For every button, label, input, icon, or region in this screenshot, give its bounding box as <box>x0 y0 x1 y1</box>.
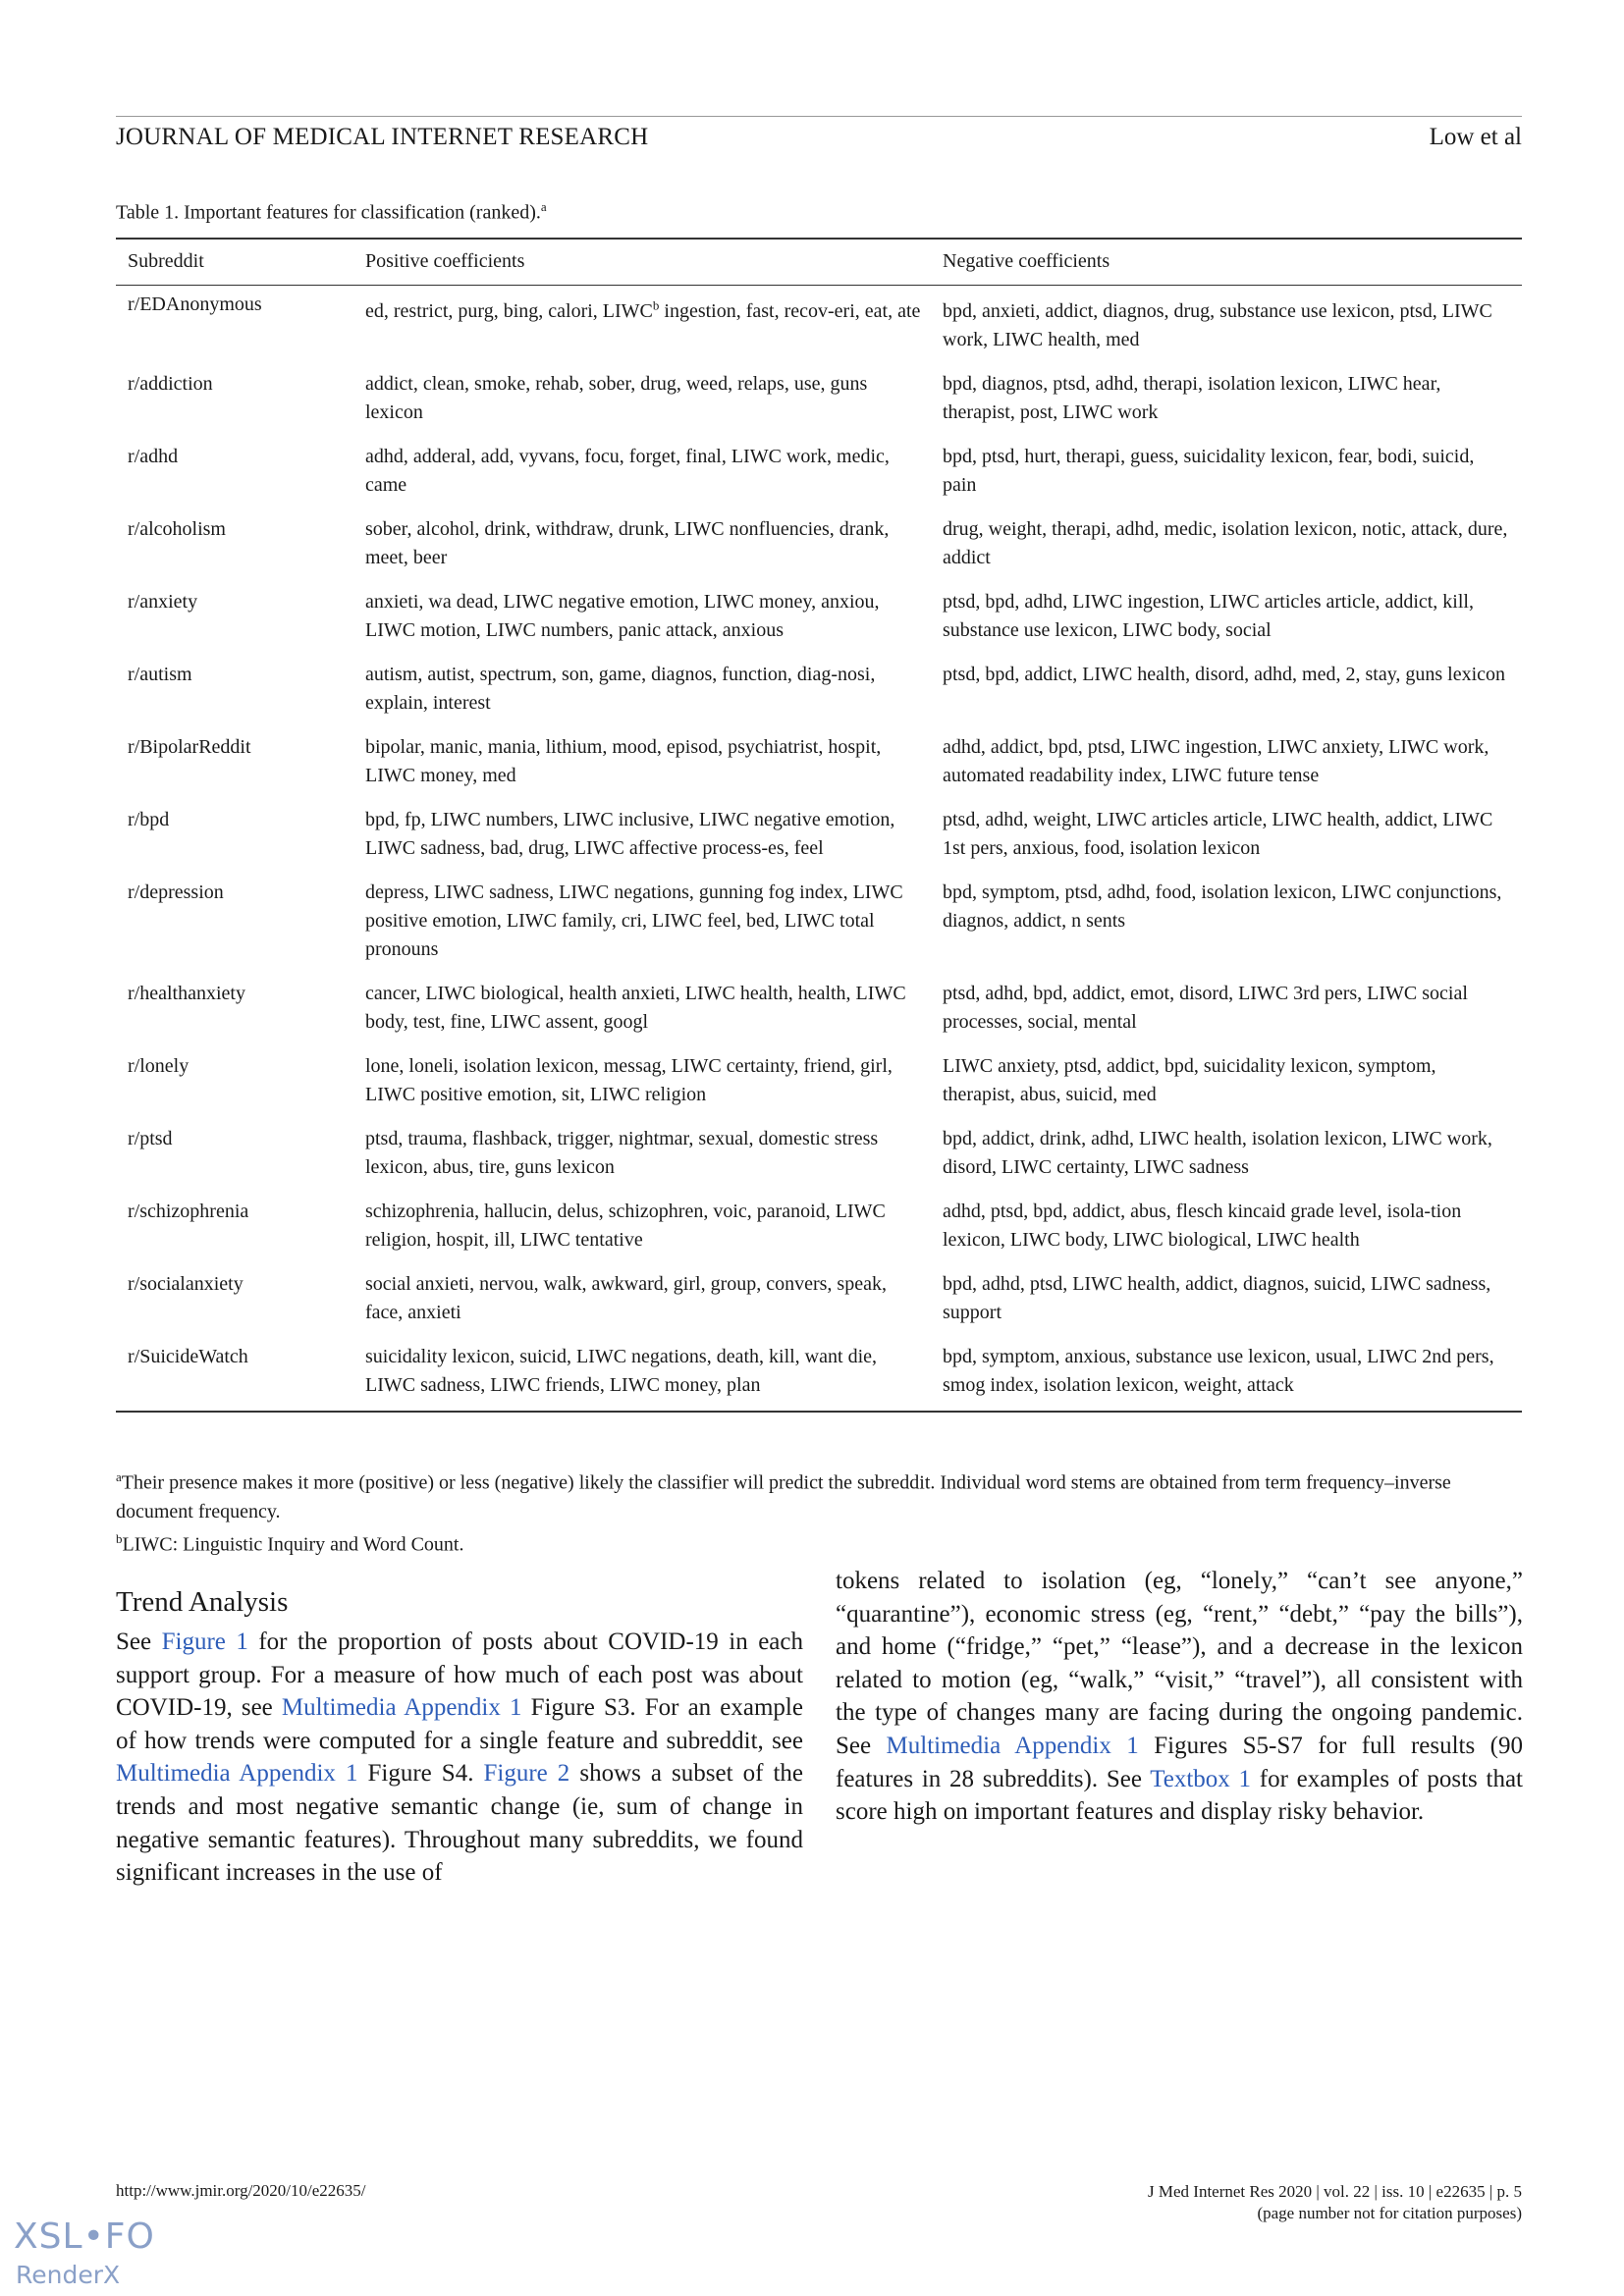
cell-positive: ptsd, trauma, flashback, trigger, nightmar, sexual, domestic stress lexicon, abus, tire, guns lexicon <box>365 1128 879 1178</box>
table-row <box>116 1338 1522 1412</box>
journal-title: JOURNAL OF MEDICAL INTERNET RESEARCH <box>116 124 649 150</box>
header-rule <box>116 116 1522 117</box>
cell-positive: schizophrenia, hallucin, delus, schizophren, voic, paranoid, LIWC religion, hospit, ill, LIWC tentative <box>365 1201 886 1251</box>
xslfo-logo: XSL•FO <box>14 2216 155 2257</box>
left-text-3: Figure S3. For an example of how trends were computed for a single feature and subreddit, see <box>116 1694 803 1754</box>
right-text-3: for examples of posts that score high on important features and display risky behavior. <box>836 1765 1523 1826</box>
cell-positive: depress, LIWC sadness, LIWC negations, gunning fog index, LIWC positive emotion, LIWC family, cri, LIWC feel, bed, LIWC total pronouns <box>365 881 903 960</box>
left-text-5: shows a subset of the trends and most negative semantic change (ie, sum of change in negative semantic features). Throughout many subreddits, we found significant increases in the use of <box>116 1760 803 1887</box>
cell-subreddit: r/BipolarReddit <box>128 736 251 758</box>
cell-subreddit: r/EDAnonymous <box>128 294 262 315</box>
footnote-a-marker: a <box>116 1469 122 1484</box>
cell-negative: bpd, anxieti, addict, diagnos, drug, substance use lexicon, ptsd, LIWC work, LIWC health, med <box>943 300 1492 350</box>
cell-positive: addict, clean, smoke, rehab, sober, drug, weed, relaps, use, guns lexicon <box>365 373 868 423</box>
table-row <box>116 728 1522 801</box>
footer-citation <box>1148 2181 1522 2224</box>
cell-negative: ptsd, bpd, adhd, LIWC ingestion, LIWC articles article, addict, kill, substance use lexicon, LIWC body, social <box>943 591 1474 641</box>
cell-positive <box>353 286 931 366</box>
features-table <box>116 238 1522 1413</box>
cell-subreddit: r/ptsd <box>128 1128 173 1149</box>
cell-negative: bpd, adhd, ptsd, LIWC health, addict, diagnos, suicid, LIWC sadness, support <box>943 1273 1491 1323</box>
table-caption-footnote-marker: a <box>540 199 547 214</box>
cell-positive-text: ed, restrict, purg, bing, calori, LIWC <box>365 300 653 322</box>
footnote-b-text: LIWC: Linguistic Inquiry and Word Count. <box>122 1533 464 1556</box>
link-multimedia-appendix-1[interactable]: Multimedia Appendix 1 <box>116 1760 358 1788</box>
table-row <box>116 874 1522 975</box>
table-caption <box>116 199 547 225</box>
footer-url[interactable]: http://www.jmir.org/2020/10/e22635/ <box>116 2181 366 2200</box>
right-column <box>836 1565 1523 1829</box>
table-caption-text: Table 1. Important features for classification (ranked). <box>116 201 541 224</box>
cell-positive: adhd, adderal, add, vyvans, focu, forget, final, LIWC work, medic, came <box>365 446 890 496</box>
renderx-logo: RenderX <box>16 2261 121 2289</box>
table-row <box>116 1047 1522 1120</box>
cell-negative: adhd, ptsd, bpd, addict, abus, flesch kincaid grade level, isola-tion lexicon, LIWC body, LIWC biological, LIWC health <box>943 1201 1462 1251</box>
table-row <box>116 1265 1522 1338</box>
table-row <box>116 365 1522 438</box>
table-row <box>116 656 1522 728</box>
cell-positive: lone, loneli, isolation lexicon, messag, LIWC certainty, friend, girl, LIWC positive emotion, sit, LIWC religion <box>365 1055 893 1105</box>
cell-positive: sober, alcohol, drink, withdraw, drunk, LIWC nonfluencies, drank, meet, beer <box>365 518 890 568</box>
table-row <box>116 583 1522 656</box>
table-row <box>116 975 1522 1047</box>
cell-subreddit: r/alcoholism <box>128 518 226 540</box>
left-paragraph <box>116 1626 803 1890</box>
cell-negative: ptsd, bpd, addict, LIWC health, disord, adhd, med, 2, stay, guns lexicon <box>943 664 1506 685</box>
right-text-1: tokens related to isolation (eg, “lonely,” “can’t see anyone,” “quarantine”), economic stress (eg, “rent,” “debt,” “pay the bills”), and home (“fridge,” “pet,” “lease”), and a decrease in the lexicon related to motion (eg, “walk,” “visit,” “travel”), all consistent with the type of changes many are facing during the ongoing pandemic. See <box>836 1568 1523 1759</box>
section-heading: Trend Analysis <box>116 1586 289 1618</box>
cell-subreddit: r/lonely <box>128 1055 189 1077</box>
link-figure-1[interactable]: Figure 1 <box>161 1629 248 1655</box>
right-paragraph <box>836 1565 1523 1829</box>
cell-positive: bipolar, manic, mania, lithium, mood, episod, psychiatrist, hospit, LIWC money, med <box>365 736 882 786</box>
cell-subreddit: r/healthanxiety <box>128 983 245 1004</box>
column-header-positive: Positive coefficients <box>365 250 525 272</box>
cell-subreddit: r/SuicideWatch <box>128 1346 248 1367</box>
cell-positive: cancer, LIWC biological, health anxieti, LIWC health, health, LIWC body, test, fine, LIWC assent, googl <box>365 983 906 1033</box>
table-row <box>116 438 1522 510</box>
right-text-2: Figures S5-S7 for full results (90 features in 28 subreddits). See <box>836 1732 1523 1792</box>
link-multimedia-appendix-1[interactable]: Multimedia Appendix 1 <box>281 1694 522 1722</box>
cell-negative: drug, weight, therapi, adhd, medic, isolation lexicon, notic, attack, dure, addict <box>943 518 1508 568</box>
cell-negative: ptsd, adhd, bpd, addict, emot, disord, LIWC 3rd pers, LIWC social processes, social, mental <box>943 983 1468 1033</box>
link-figure-2[interactable]: Figure 2 <box>483 1760 570 1788</box>
footnote-a-text: Their presence makes it more (positive) or less (negative) likely the classifier will predict the subreddit. Individual word stems are obtained from term frequency–inverse document frequency. <box>116 1471 1451 1522</box>
cell-subreddit: r/schizophrenia <box>128 1201 249 1222</box>
cell-subreddit: r/addiction <box>128 373 213 395</box>
footnote-a <box>116 1463 1522 1526</box>
column-header-negative: Negative coefficients <box>943 250 1110 272</box>
left-text-4: Figure S4. <box>357 1760 484 1788</box>
cell-negative: bpd, diagnos, ptsd, adhd, therapi, isolation lexicon, LIWC hear, therapist, post, LIWC work <box>943 373 1441 423</box>
cell-positive: anxieti, wa dead, LIWC negative emotion, LIWC money, anxiou, LIWC motion, LIWC numbers, panic attack, anxious <box>365 591 880 641</box>
cell-negative: adhd, addict, bpd, ptsd, LIWC ingestion, LIWC anxiety, LIWC work, automated readability index, LIWC future tense <box>943 736 1489 786</box>
link-multimedia-appendix-1[interactable]: Multimedia Appendix 1 <box>886 1732 1139 1759</box>
cell-positive: autism, autist, spectrum, son, game, diagnos, function, diag-nosi, explain, interest <box>365 664 876 714</box>
table-row <box>116 1193 1522 1265</box>
cell-subreddit: r/adhd <box>128 446 179 467</box>
footer-page-note: (page number not for citation purposes) <box>1257 2204 1522 2222</box>
table-row <box>116 286 1522 366</box>
table-row <box>116 801 1522 874</box>
cell-negative: bpd, ptsd, hurt, therapi, guess, suicidality lexicon, fear, bodi, suicid, pain <box>943 446 1475 496</box>
cell-positive: social anxieti, nervou, walk, awkward, girl, group, convers, speak, face, anxieti <box>365 1273 887 1323</box>
column-header-subreddit: Subreddit <box>128 250 204 272</box>
cell-negative: bpd, symptom, ptsd, adhd, food, isolation lexicon, LIWC conjunctions, diagnos, addict, n sents <box>943 881 1502 932</box>
link-textbox-1[interactable]: Textbox 1 <box>1150 1765 1252 1792</box>
left-column <box>116 1582 803 1890</box>
cell-subreddit: r/autism <box>128 664 192 685</box>
cell-positive: suicidality lexicon, suicid, LIWC negations, death, kill, want die, LIWC sadness, LIWC friends, LIWC money, plan <box>365 1346 877 1396</box>
cell-subreddit: r/anxiety <box>128 591 198 613</box>
cell-positive-text-tail: ingestion, fast, recov-eri, eat, ate <box>659 300 921 322</box>
footnote-b-marker: b <box>116 1531 123 1546</box>
table-row <box>116 1120 1522 1193</box>
cell-positive: bpd, fp, LIWC numbers, LIWC inclusive, LIWC negative emotion, LIWC sadness, bad, drug, LIWC affective process-es, feel <box>365 809 895 859</box>
cell-negative: ptsd, adhd, weight, LIWC articles article, LIWC health, addict, LIWC 1st pers, anxious, food, isolation lexicon <box>943 809 1493 859</box>
left-text-1: See <box>116 1629 162 1655</box>
cell-footnote-marker: b <box>652 297 660 313</box>
table-header-row <box>116 239 1522 286</box>
cell-negative: bpd, addict, drink, adhd, LIWC health, isolation lexicon, LIWC work, disord, LIWC certainty, LIWC sadness <box>943 1128 1492 1178</box>
left-text-2: for the proportion of posts about COVID-19 in each support group. For a measure of how much of each post was about COVID-19, see <box>116 1629 803 1722</box>
footnote-b <box>116 1524 1522 1560</box>
running-authors: Low et al <box>1429 124 1522 150</box>
cell-negative: bpd, symptom, anxious, substance use lexicon, usual, LIWC 2nd pers, smog index, isolation lexicon, weight, attack <box>943 1346 1494 1396</box>
table-row <box>116 510 1522 583</box>
cell-negative: LIWC anxiety, ptsd, addict, bpd, suicidality lexicon, symptom, therapist, abus, suicid, med <box>943 1055 1436 1105</box>
cell-subreddit: r/depression <box>128 881 224 903</box>
cell-subreddit: r/socialanxiety <box>128 1273 244 1295</box>
footer-citation-line: J Med Internet Res 2020 | vol. 22 | iss. 10 | e22635 | p. 5 <box>1148 2182 1522 2201</box>
cell-subreddit: r/bpd <box>128 809 170 830</box>
